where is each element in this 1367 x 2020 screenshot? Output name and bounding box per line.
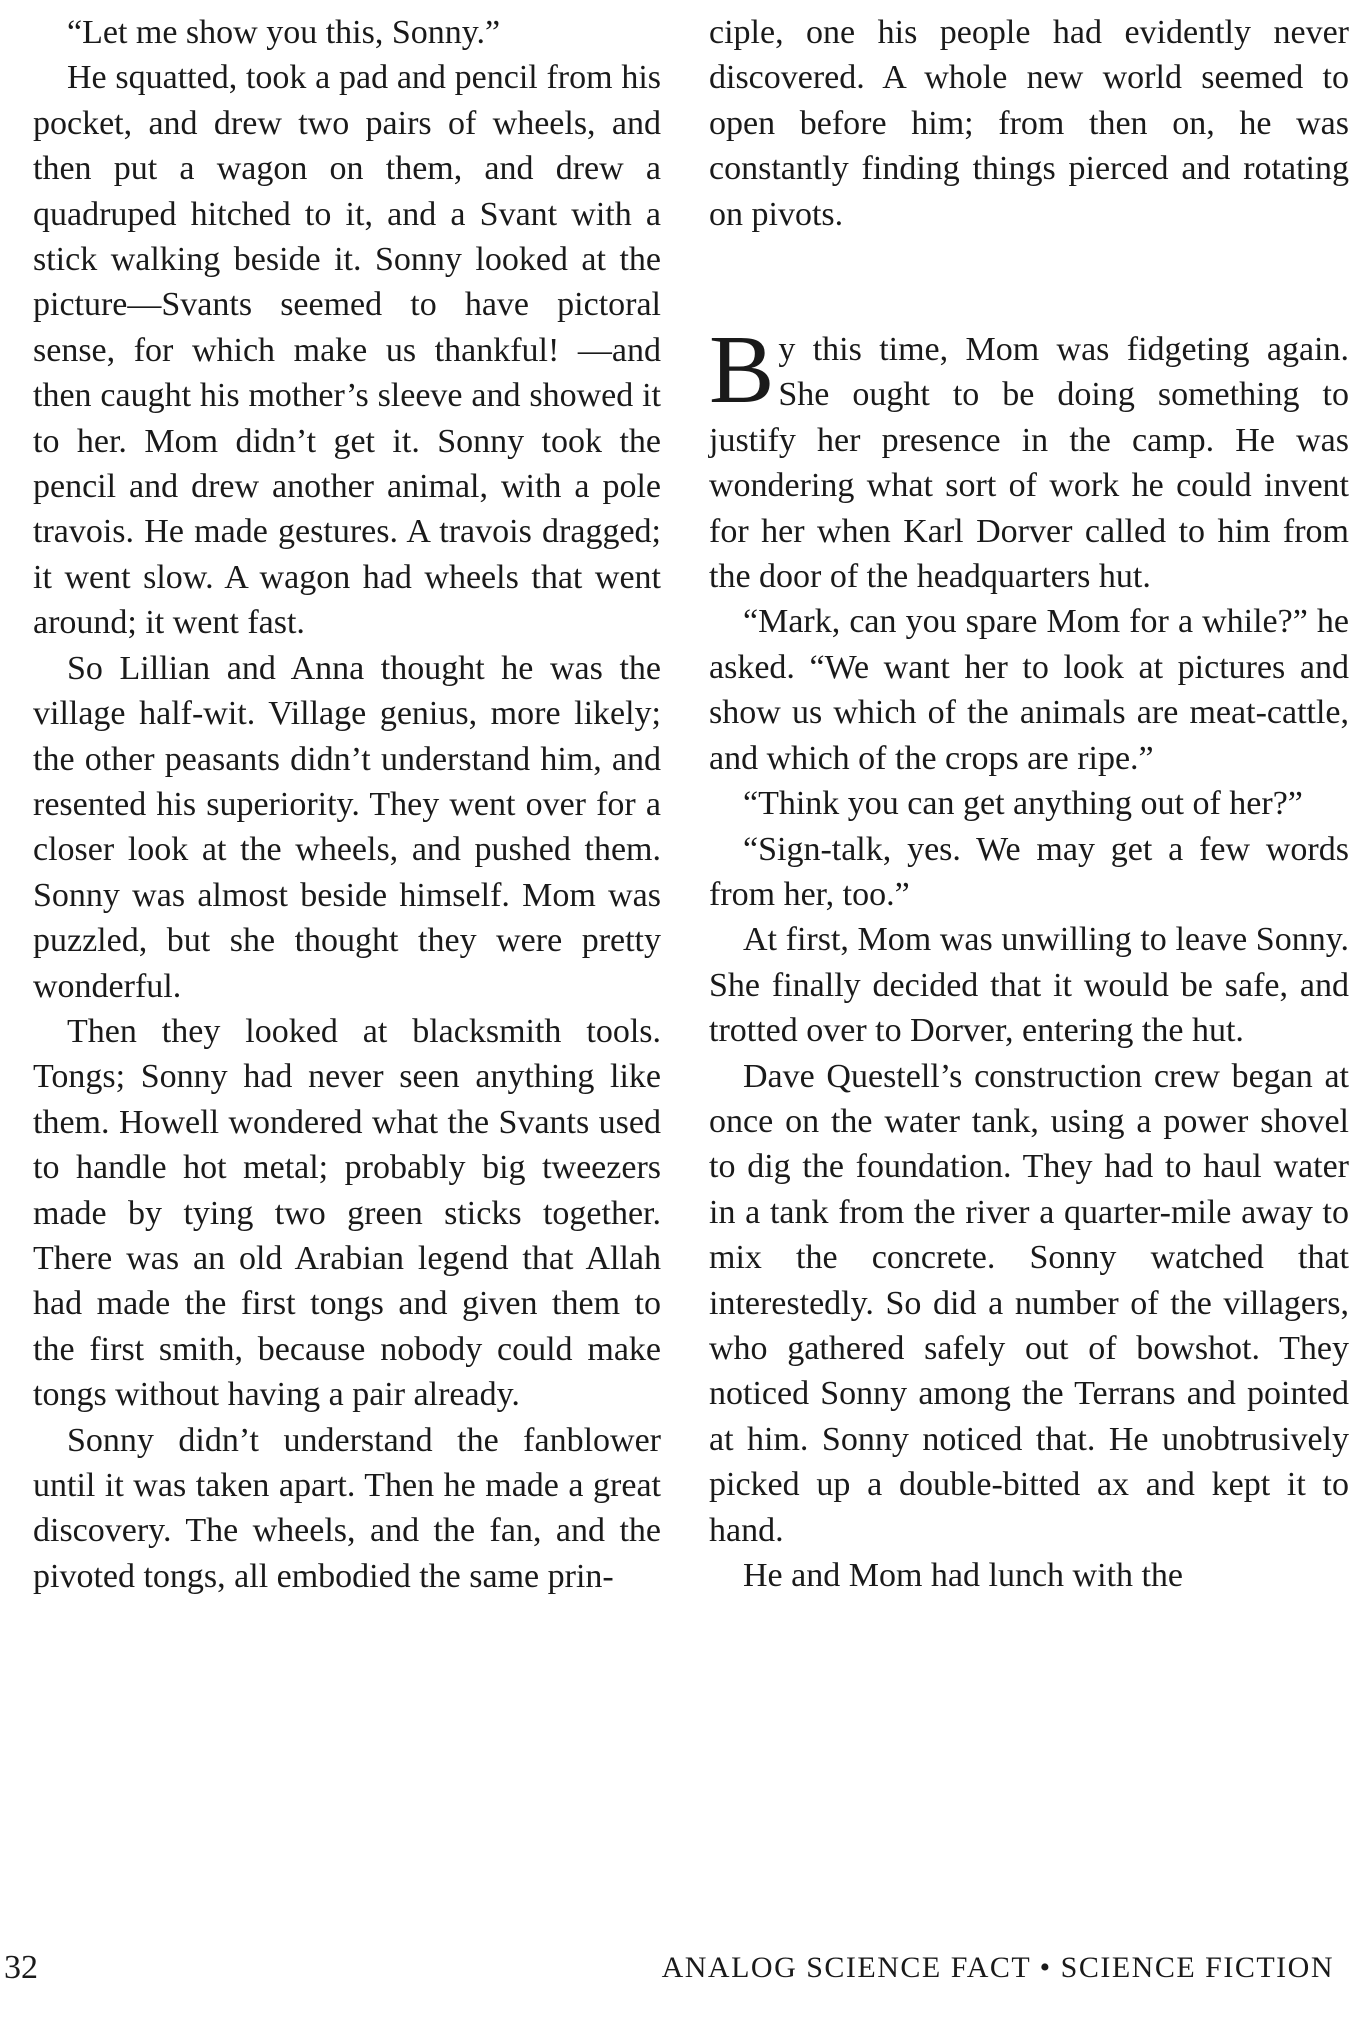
paragraph-continuation: ciple, one his people had evidently never discovered. A whole new world seemed to open before him; from then on, he was constantly finding things pierced and rotating on pivots. xyxy=(709,14,1349,233)
paragraph: Sonny didn’t understand the fanblower until it was taken apart. Then he made a great discovery. The wheels, and the fan, and the pivoted tongs, all embodied the same prin- xyxy=(33,1421,661,1595)
paragraph: Dave Questell’s construction crew began at once on the water tank, using a power shovel to dig the foundation. They had to haul water in a tank from the river a quarter-mile away to mix the concrete. Sonny watched that interestedly. So did a number of the villagers, who gathered safely out of bowshot. They noticed Sonny among the Terrans and pointed at him. Sonny noticed that. He unobtrusively picked up a double-bitted ax and kept it to hand. xyxy=(709,1057,1349,1549)
page-number: 32 xyxy=(4,1949,38,1986)
dropcap-paragraph xyxy=(709,316,1349,599)
paragraph: He squatted, took a pad and pencil from his pocket, and drew two pairs of wheels, and then put a wagon on them, and drew a quadruped hitched to it, and a Svant with a stick walking beside it. Sonny looked at the picture—Svants seemed to have pictoral sense, for which make us thankful! —and then caught his mother’s sleeve and showed it to her. Mom didn’t get it. Sonny took the pencil and drew another animal, with a pole travois. He made gestures. A travois dragged; it went slow. A wagon had wheels that went around; it went fast. xyxy=(33,59,661,642)
dropcap-paragraph-text: y this time, Mom was fidgeting again. She ought to be doing something to justify her presence in the camp. He was wondering what sort of work he could invent for her when Karl Dorver called to him from the door of the headquarters hut. xyxy=(709,331,1349,596)
paragraph: So Lillian and Anna thought he was the village half-wit. Village genius, more likely; the other peasants didn’t understand him, and resented his superiority. They went over for a closer look at the wheels, and pushed them. Sonny was almost beside himself. Mom was puzzled, but she thought they were pretty wonderful. xyxy=(33,649,661,1005)
paragraph: “Think you can get anything out of her?” xyxy=(743,785,1303,823)
running-footer: ANALOG SCIENCE FACT • SCIENCE FICTION xyxy=(661,1951,1334,1984)
paragraph: At first, Mom was unwilling to leave Sonny. She finally decided that it would be safe, and trotted over to Dorver, entering the hut. xyxy=(709,921,1349,1050)
paragraph: “Let me show you this, Sonny.” xyxy=(67,14,501,51)
paragraph: “Mark, can you spare Mom for a while?” he asked. “We want her to look at pictures and show us which of the animals are meat-cattle, and which of the crops are ripe.” xyxy=(709,603,1349,777)
drop-cap: B xyxy=(709,316,775,425)
left-text-column xyxy=(33,10,661,1599)
paragraph: Then they looked at blacksmith tools. Tongs; Sonny had never seen anything like them. Howell wondered what the Svants used to handle hot metal; probably big tweezers made by tying two green sticks together. There was an old Arabian legend that Allah had made the first tongs and given them to the first smith, because nobody could make tongs without having a pair already. xyxy=(33,1012,661,1414)
right-text-column xyxy=(709,10,1349,1598)
section-break xyxy=(709,237,1349,327)
paragraph: He and Mom had lunch with the xyxy=(743,1557,1184,1594)
paragraph: “Sign-talk, yes. We may get a few words from her, too.” xyxy=(709,830,1349,913)
